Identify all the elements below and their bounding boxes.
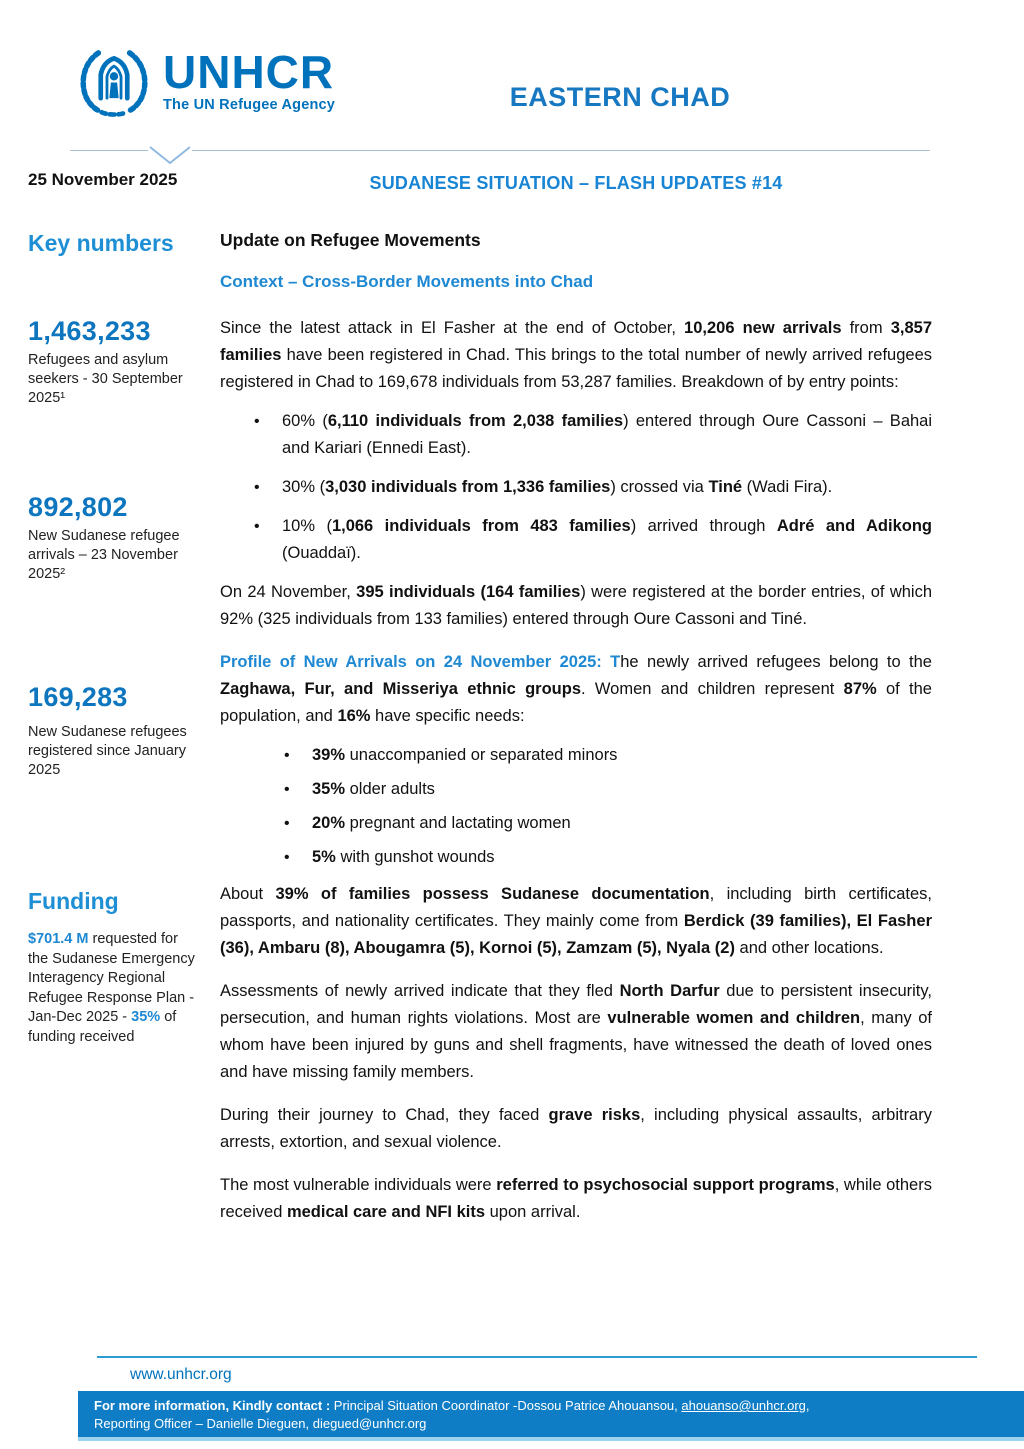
document-title: SUDANESE SITUATION – FLASH UPDATES #14 <box>369 173 783 193</box>
list-item: • 35% older adults <box>312 776 932 803</box>
list-item: • 10% (1,066 individuals from 483 families) arrived through Adré and Adikong (Ouaddaï). <box>282 513 932 567</box>
entry-points-list <box>220 408 932 567</box>
list-item: • 5% with gunshot wounds <box>312 844 932 871</box>
section-heading: Update on Refugee Movements <box>220 230 481 250</box>
funding-text: $701.4 M requested for the Sudanese Emergency Interagency Regional Refugee Response Plan - Jan-Dec 2025 - 35% of funding received <box>28 931 195 1045</box>
chevron-down-icon <box>148 144 192 166</box>
list-item: • 39% unaccompanied or separated minors <box>312 742 932 769</box>
stat-value: 169,283 <box>28 682 128 712</box>
paragraph-documentation: About 39% of families possess Sudanese documentation, including birth certificates, passports, and nationality certificates. They mainly come from Berdick (39 families), El Fasher (36), Ambaru (8), Abougamra (5), Kornoi (5), Zamzam (5), Nyala (2) and other locations. <box>220 885 933 957</box>
stat-registered-since-jan <box>28 682 198 780</box>
paragraph-profile: Profile of New Arrivals on 24 November 2025: The newly arrived refugees belong to the Zaghawa, Fur, and Misseriya ethnic groups. Women and children represent 87% of the population, and 16% have specific needs: <box>220 653 932 725</box>
unhcr-logo-word: UNHCR <box>163 46 335 98</box>
paragraph-assessments: Assessments of newly arrived indicate that they fled North Darfur due to persistent insecurity, persecution, and human rights violations. Most are vulnerable women and children, many of whom have been injured by guns and shell fragments, have witnessed the death of loved ones and have missing family members. <box>220 982 933 1081</box>
specific-needs-list <box>220 742 932 871</box>
funding-heading: Funding <box>28 888 119 914</box>
list-item: • 30% (3,030 individuals from 1,336 families) crossed via Tiné (Wadi Fira). <box>282 474 932 501</box>
contact-line-2: Reporting Officer – Danielle Dieguen, diegued@unhcr.org <box>94 1416 427 1431</box>
stat-label: New Sudanese refugee arrivals – 23 November 2025² <box>28 528 180 582</box>
stat-refugees-asylum <box>28 316 198 408</box>
paragraph-support: The most vulnerable individuals were referred to psychosocial support programs, while others received medical care and NFI kits upon arrival. <box>220 1176 932 1221</box>
report-date: 25 November 2025 <box>28 170 178 189</box>
stat-value: 892,802 <box>28 492 128 522</box>
list-item: • 20% pregnant and lactating women <box>312 810 932 837</box>
footer-contact-box <box>78 1391 1024 1441</box>
contact-line-1[interactable]: For more information, Kindly contact : Principal Situation Coordinator -Dossou Patrice Ahouansou, ahouanso@unhcr.org, <box>94 1398 810 1413</box>
unhcr-emblem-icon <box>75 42 153 120</box>
main-content <box>220 230 932 1226</box>
stat-value: 1,463,233 <box>28 316 151 346</box>
stat-label: New Sudanese refugees registered since January 2025 <box>28 724 187 778</box>
context-subheading: Context – Cross-Border Movements into Chad <box>220 272 594 291</box>
footer-divider <box>97 1356 977 1358</box>
paragraph-journey-risks: During their journey to Chad, they faced grave risks, including physical assaults, arbitrary arrests, extortion, and sexual violence. <box>220 1106 932 1151</box>
region-title: EASTERN CHAD <box>509 82 731 112</box>
stat-label: Refugees and asylum seekers - 30 September 2025¹ <box>28 352 183 406</box>
paragraph-border-registrations: On 24 November, 395 individuals (164 families) were registered at the border entries, of which 92% (325 individuals from 133 families) entered through Oure Cassoni and Tiné. <box>220 583 933 628</box>
list-item: • 60% (6,110 individuals from 2,038 families) entered through Oure Cassoni – Bahai and Kariari (Ennedi East). <box>282 408 932 462</box>
unhcr-logo-tagline: The UN Refugee Agency <box>163 97 336 113</box>
key-numbers-heading: Key numbers <box>28 230 174 256</box>
stat-new-arrivals <box>28 492 198 584</box>
unhcr-logo <box>75 42 335 120</box>
paragraph-new-arrivals: Since the latest attack in El Fasher at the end of October, 10,206 new arrivals from 3,857 families have been registered in Chad. This brings to the total number of newly arrived refugees registered in Chad to 169,678 individuals from 53,287 families. Breakdown of by entry points: <box>220 319 932 391</box>
unhcr-website-link[interactable]: www.unhcr.org <box>130 1366 232 1383</box>
header-divider <box>70 150 930 151</box>
